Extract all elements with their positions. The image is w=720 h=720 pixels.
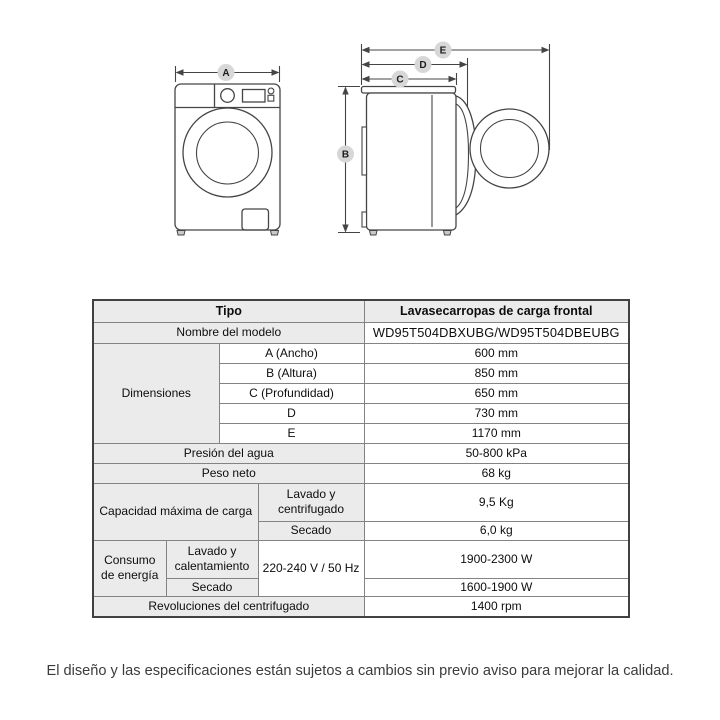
energy-dry-label: Secado: [166, 578, 258, 596]
dimension-b-label: B (Altura): [219, 363, 364, 383]
energy-wash-heat-label: Lavado y calentamiento: [166, 540, 258, 578]
spin-speed-label: Revoluciones del centrifugado: [93, 596, 364, 617]
dimension-d-value: 730 mm: [364, 403, 629, 423]
dimension-arrow-c: [362, 73, 457, 85]
badge-d-label: D: [419, 60, 427, 72]
model-name-label: Nombre del modelo: [93, 322, 364, 343]
front-foot-left: [177, 231, 185, 236]
table-row: [93, 343, 629, 363]
dimension-d-label: D: [219, 403, 364, 423]
side-foot-front: [444, 231, 452, 236]
energy-wash-heat-value: 1900-2300 W: [364, 540, 629, 578]
table-row: [93, 483, 629, 521]
dimension-e-label: E: [219, 423, 364, 443]
energy-dry-value: 1600-1900 W: [364, 578, 629, 596]
water-pressure-value: 50-800 kPa: [364, 443, 629, 463]
side-foot-back: [370, 231, 378, 236]
disclaimer-note: El diseño y las especificaciones están sujetos a cambios sin previo aviso para mejorar la calidad.: [46, 663, 674, 679]
capacity-wash-spin-label: Lavado y centrifugado: [258, 483, 364, 521]
net-weight-value: 68 kg: [364, 463, 629, 483]
table-row: [93, 596, 629, 617]
capacity-wash-spin-value: 9,5 Kg: [364, 483, 629, 521]
open-door-outer-circle: [470, 109, 549, 188]
dimension-c-value: 650 mm: [364, 383, 629, 403]
table-row: [93, 322, 629, 343]
spin-speed-value: 1400 rpm: [364, 596, 629, 617]
washer-dimension-diagram: [0, 0, 720, 260]
water-pressure-label: Presión del agua: [93, 443, 364, 463]
back-panel-notch-bottom: [362, 212, 367, 227]
dimension-a-label: A (Ancho): [219, 343, 364, 363]
model-name-value: WD95T504DBXUBG/WD95T504DBEUBG: [364, 322, 629, 343]
table-row: [93, 463, 629, 483]
dimension-c-label: C (Profundidad): [219, 383, 364, 403]
side-view-drawing: [338, 44, 550, 235]
table-row: [93, 540, 629, 578]
badge-b-label: B: [341, 149, 350, 161]
table-row: [93, 300, 629, 322]
dimension-b-value: 850 mm: [364, 363, 629, 383]
back-panel-notch-top: [362, 127, 367, 175]
energy-voltage-value: 220-240 V / 50 Hz: [258, 540, 364, 596]
dimensions-label: Dimensiones: [93, 343, 219, 443]
type-label: Tipo: [93, 300, 364, 322]
net-weight-label: Peso neto: [93, 463, 364, 483]
max-capacity-label: Capacidad máxima de carga: [93, 483, 258, 540]
front-view-drawing: [175, 66, 280, 235]
type-value: Lavasecarropas de carga frontal: [364, 300, 629, 322]
capacity-dry-value: 6,0 kg: [364, 521, 629, 540]
table-row: [93, 443, 629, 463]
badge-c-label: C: [396, 74, 404, 86]
energy-consumption-label: Consumo de energía: [93, 540, 166, 596]
dimension-e-value: 1170 mm: [364, 423, 629, 443]
front-foot-right: [271, 231, 279, 236]
top-lid: [362, 87, 456, 94]
capacity-dry-label: Secado: [258, 521, 364, 540]
badge-a-label: A: [222, 68, 230, 80]
dimension-a-value: 600 mm: [364, 343, 629, 363]
side-body: [367, 93, 457, 230]
badge-e-label: E: [439, 45, 447, 57]
spec-table: [92, 299, 630, 618]
